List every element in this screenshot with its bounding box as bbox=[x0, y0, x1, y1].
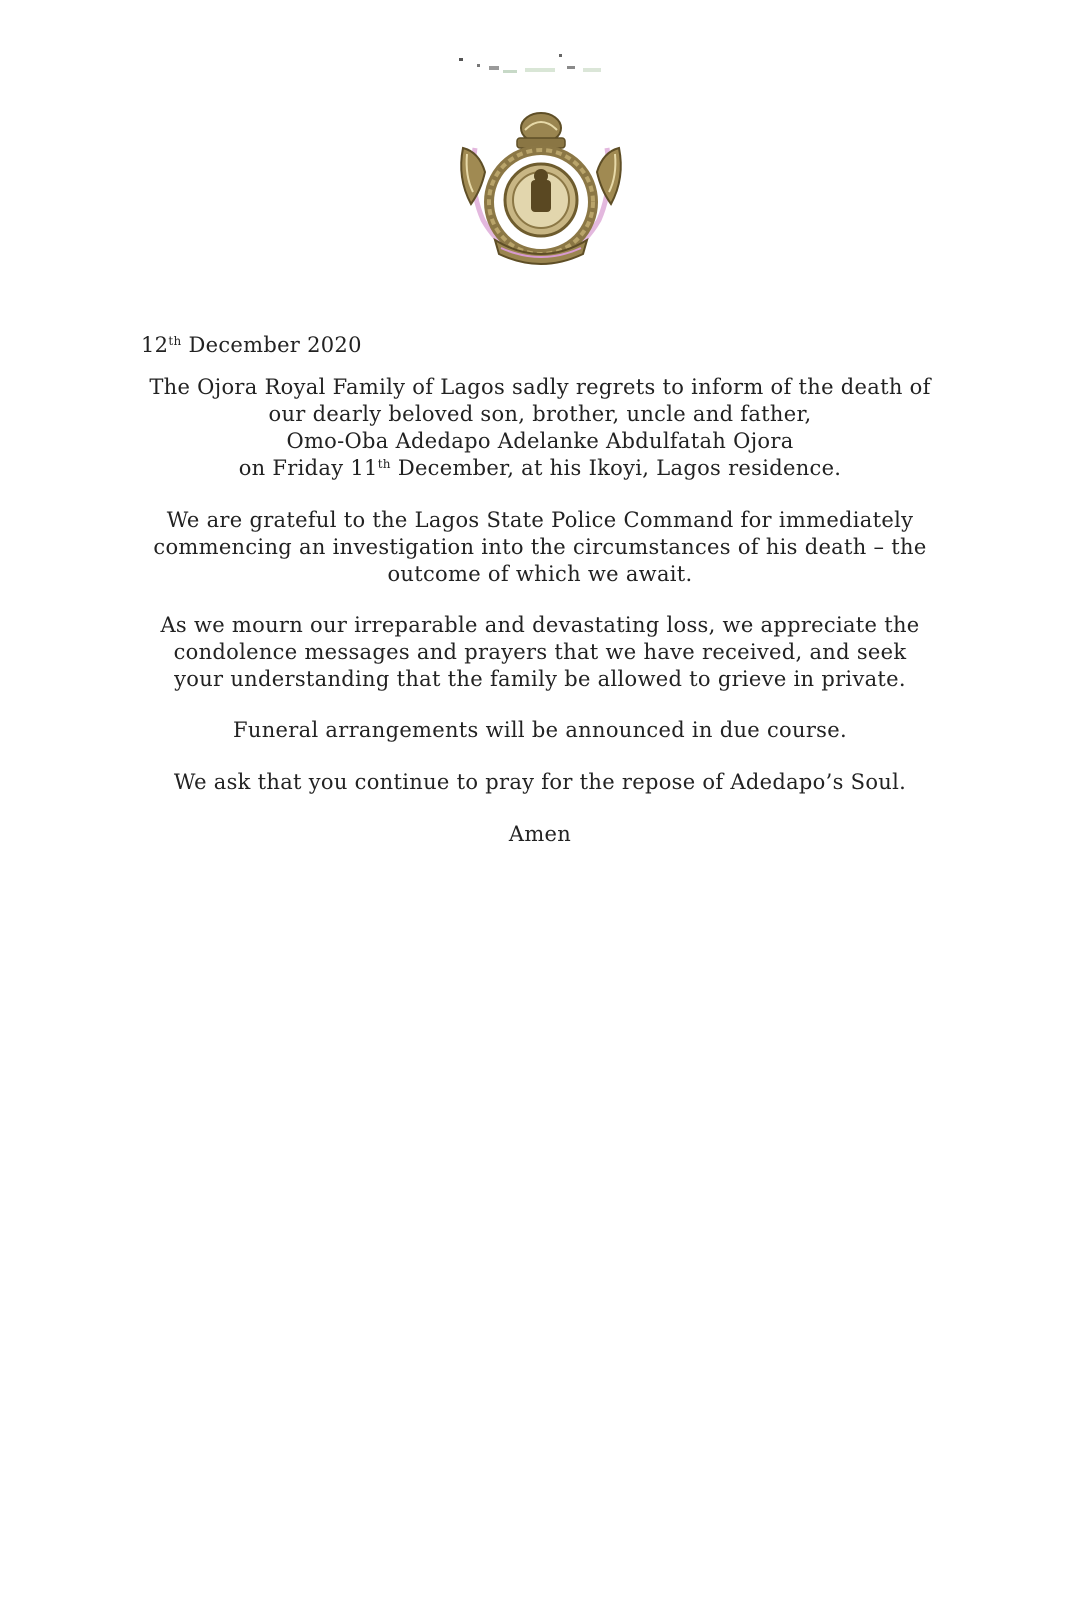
intro-line-3: Omo-Oba Adedapo Adelanke Abdulfatah Ojora bbox=[286, 429, 794, 453]
intro-line-2: our dearly beloved son, brother, uncle and father, bbox=[268, 402, 812, 426]
police-line-2: commencing an investigation into the circumstances of his death – the bbox=[153, 535, 927, 559]
police-line-3: outcome of which we await. bbox=[387, 562, 693, 586]
intro-line-4-sup: th bbox=[377, 457, 391, 471]
intro-line-1: The Ojora Royal Family of Lagos sadly regrets to inform of the death of bbox=[149, 375, 931, 399]
closing-paragraph bbox=[120, 821, 960, 848]
funeral-paragraph bbox=[120, 717, 960, 744]
mourning-line-2: condolence messages and prayers that we have received, and seek bbox=[173, 640, 907, 664]
police-line-1: We are grateful to the Lagos State Police Command for immediately bbox=[166, 508, 914, 532]
royal-crest-icon bbox=[455, 108, 627, 268]
intro-line-4 bbox=[120, 455, 960, 482]
prayer-line: We ask that you continue to pray for the repose of Adedapo’s Soul. bbox=[173, 770, 907, 794]
mourning-line-3: your understanding that the family be allowed to grieve in private. bbox=[174, 667, 906, 691]
date-suffix: th bbox=[168, 334, 182, 348]
intro-paragraph bbox=[120, 374, 960, 482]
date-day: 12 bbox=[141, 333, 169, 357]
intro-line-4-after: December, at his Ikoyi, Lagos residence. bbox=[390, 456, 842, 480]
closing-amen: Amen bbox=[508, 822, 572, 846]
mourning-paragraph bbox=[120, 612, 960, 693]
funeral-line: Funeral arrangements will be announced in due course. bbox=[233, 718, 847, 742]
date-rest: December 2020 bbox=[181, 333, 362, 357]
letter-date bbox=[141, 333, 362, 357]
mourning-line-1: As we mourn our irreparable and devastating loss, we appreciate the bbox=[160, 613, 920, 637]
police-paragraph bbox=[120, 507, 960, 588]
header-marks bbox=[455, 48, 615, 78]
prayer-paragraph bbox=[120, 769, 960, 796]
intro-line-4-before: on Friday 11 bbox=[238, 456, 378, 480]
